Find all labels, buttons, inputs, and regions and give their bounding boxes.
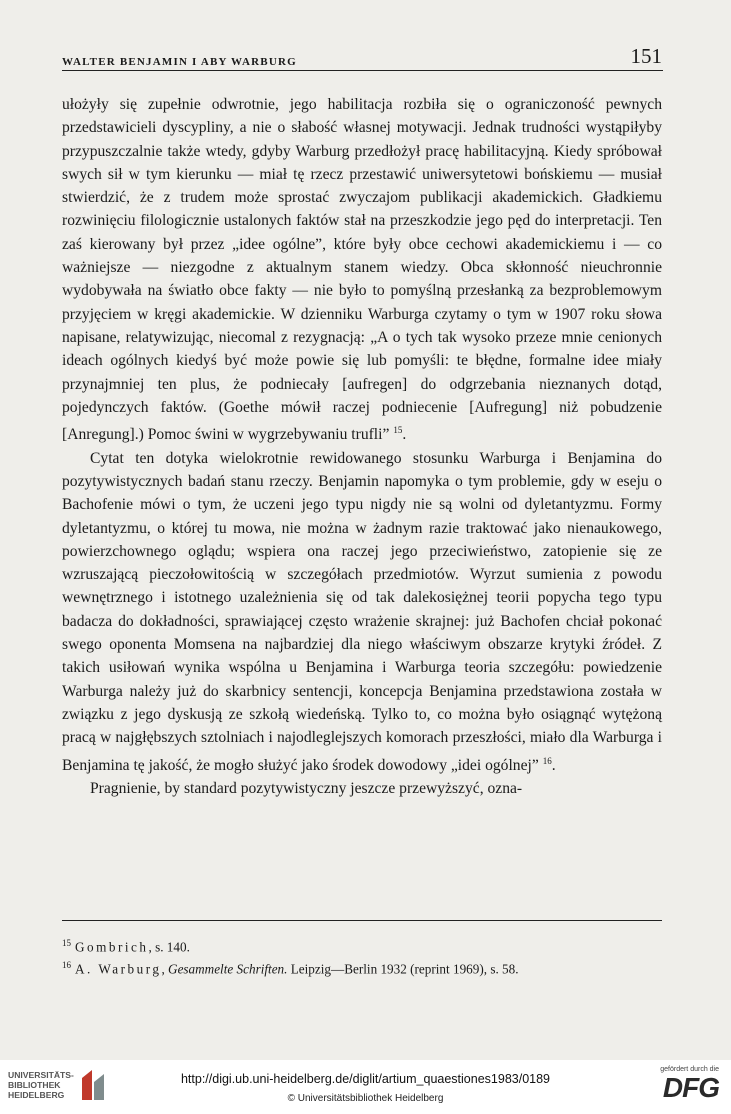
copyright-notice: © Universitätsbibliothek Heidelberg [287, 1093, 444, 1104]
dfg-logo[interactable]: gefördert durch die DFG [660, 1066, 719, 1103]
paragraph-1: ułożyły się zupełnie odwrotnie, jego habilitacja rozbiła się o ograniczoność pewnych przedstawicieli dyscypliny, a nie o słabość własnej motywacji. Jednak trudności wystąpiłyby przypuszczalnie także wtedy, gdyby Warburg przedłożył pracę habilitacyjną. Kiedy spróbował swych sił w tym kierunku — miał tę rzecz przestawić uniwersytetowi bońskiemu — musiał stwierdzić, że z trudem może sprostać zwyczajom publikacji akademickich. Gładkiemu rozwinięciu filologicznie ustalonych faktów stał na przeszkodzie jego pęd do interpretacji. Ten zaś kierowany był przez „idee ogólne”, które były obce cechowi akademickiemu i — co ważniejsze — niezgodne z aktualnym stanem wiedzy. Obca skłonność nieuchronnie wydobywała na światło obce fakty — nie było to pomyślną przesłanką za bezproblemowym przyjęciem w kręgi akademickie. W dzienniku Warburga czytamy o tym w 1907 roku słowa napisane, relatywizując, niecomal z rezygnacją: „A o tych tak wysoko przeze mnie cenionych ideach ogólnych kiedyś być może powie się lub pomyśli: te błędne, formalne idee miały przynajmniej ten plus, że podniecały [aufregen] do odgrzebania nieznanych dotąd, pojedynczych faktów. (Goethe mówił raczej podniecenie [Aufregung] niż pobudzenie [Anregung].) Pomoc świni w wygrzebywaniu trufli” $^{15}$. [62, 96, 662, 444]
permalink-url[interactable]: http://digi.ub.uni-heidelberg.de/diglit/artium_quaestiones1983/0189 [180, 1072, 550, 1086]
body-text [62, 93, 662, 800]
footnote-ref-15: 15 [393, 425, 403, 436]
footnote-16: $^{16}$ A. Warburg, Gesammelte Schriften. Leipzig—Berlin 1932 (reprint 1969), s. 58. [62, 960, 519, 977]
page-number: 151 [630, 44, 662, 68]
footnotes [62, 934, 667, 979]
footnote-rule [62, 920, 662, 921]
viewer-footer [0, 1060, 731, 1114]
paragraph-2: Cytat ten dotyka wielokrotnie rewidowanego stosunku Warburga i Benjamina do pozytywistycznych badań stanu rzeczy. Benjamin napomyka o tym problemie, gdy w eseju o Bachofenie mówi o tym, że uczeni jego typu nigdy nie są wolni od dyletantyzmu. Formy dyletantyzmu, o której tu mowa, nie można w żadnym razie traktować jako nienaukowego, powierzchownego oglądu; wspiera ona raczej jego przeciwieństwo, zatopienie się ze wzruszającą pieczołowitością w szczegółach przedmiotów. Wyrzut sumienia z powodu wewnętrznego i istotnego uzależnienia się od tak dalekosiężnej teorii popycha tego typu badacza do dokładności, sprawiającej często wrażenie skrajnej: już Bachofen chciał pokonać swego oponenta Momsena na najbardziej dla niego właściwym obszarze krytyki źródeł. Z takich usiłowań wynika wspólna u Benjamina i Warburga teoria szczegółu: powiedzenie Warburga należy już do skarbnicy sentencji, koncepcja Benjamina przedstawiona została w związku z jego dyskusją ze szkołą wiedeńską. Tylko to, co można było osiągnąć wytężoną pracą w najgłębszych sztolniach i najodleglejszych komorach przeszłości, miało dla Warburga i Benjamina tę jakość, że mogło służyć jako środek dowodowy „idei ogólnej” $^{16}$. [62, 449, 662, 774]
header-rule [62, 70, 663, 71]
paragraph-3: Pragnienie, by standard pozytywistyczny jeszcze przewyższyć, ozna- [90, 779, 523, 797]
footnote-15: $^{15}$ Gombrich, s. 140. [62, 938, 190, 955]
library-logo[interactable]: UNIVERSITÄTS- BIBLIOTHEK HEIDELBERG [8, 1068, 108, 1102]
running-head: WALTER BENJAMIN I ABY WARBURG [62, 56, 297, 68]
footnote-ref-16: 16 [542, 755, 552, 766]
